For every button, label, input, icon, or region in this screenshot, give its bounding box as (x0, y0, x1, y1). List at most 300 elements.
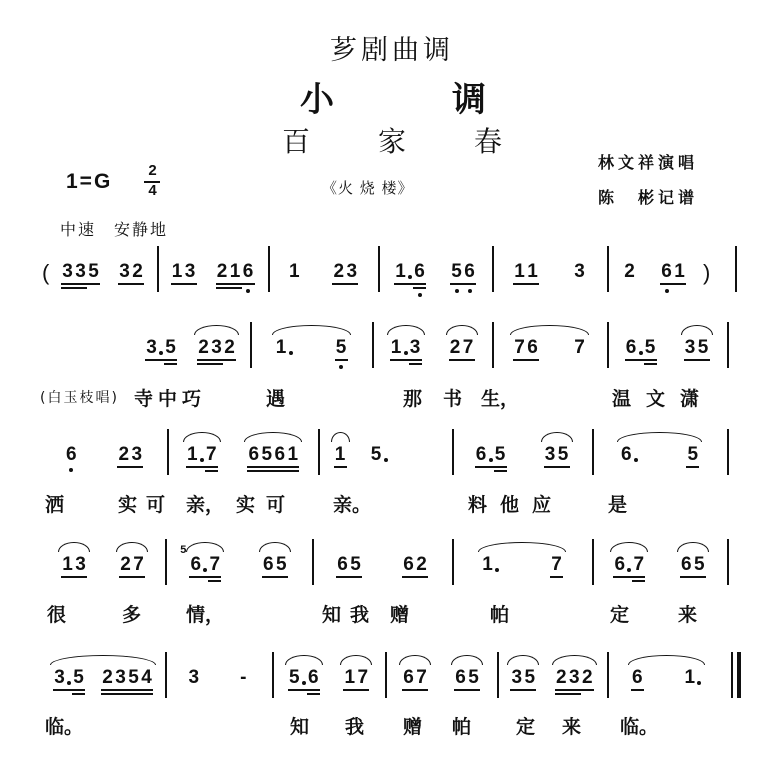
beam-line (260, 470, 273, 472)
note (247, 445, 260, 475)
beam-line (449, 359, 462, 361)
note (467, 668, 480, 698)
augmentation-dot (159, 351, 163, 355)
note (573, 262, 586, 292)
note (273, 445, 286, 475)
note (631, 668, 644, 698)
lyric-syllable: 临。 (620, 716, 659, 738)
note-digit: 6 (274, 444, 286, 465)
augmentation-dot (639, 351, 643, 355)
low-octave-dot (339, 365, 343, 369)
note-digit: 3 (75, 554, 86, 575)
barline (272, 652, 274, 698)
slur-arc (331, 432, 350, 442)
note-digit: 3 (511, 667, 523, 688)
beam-line (186, 466, 205, 468)
note-digit: 2 (118, 444, 130, 465)
sustain-dash (237, 668, 250, 698)
beam-line (127, 689, 140, 691)
barline (727, 322, 729, 368)
note-digit: 3 (574, 261, 585, 282)
note (686, 445, 699, 475)
note (210, 338, 223, 368)
note-digit: 3 (62, 261, 73, 282)
measure (496, 338, 603, 368)
barline (592, 429, 594, 475)
beam-line (513, 359, 526, 361)
note (390, 338, 409, 368)
note-group (613, 555, 645, 585)
note (275, 338, 294, 368)
note-digit: 3 (184, 261, 196, 282)
note-group (680, 555, 706, 585)
measure (596, 445, 723, 475)
note-group (61, 555, 87, 585)
lyric-syllable: 应 (532, 494, 552, 516)
note-digit: 6 (680, 554, 692, 575)
note (205, 445, 218, 475)
beam-line (72, 693, 85, 695)
beam-line (74, 283, 87, 285)
barline (492, 322, 494, 368)
measure (45, 445, 163, 475)
barline (165, 652, 167, 698)
beam-line (523, 689, 536, 691)
note-digit: 5 (165, 337, 176, 358)
beam-line (87, 283, 100, 285)
lyric-syllable: 亲， (186, 494, 225, 516)
beam-line (260, 466, 273, 468)
note-digit: 1 (482, 554, 493, 575)
beam-line (494, 466, 507, 468)
measure (611, 668, 722, 698)
barline (268, 246, 270, 292)
note-digit: 2 (198, 337, 209, 358)
beam-line (510, 689, 523, 691)
note (260, 445, 273, 475)
measure (596, 555, 723, 585)
note-group (145, 338, 177, 368)
note-digit: 6 (337, 554, 348, 575)
augmentation-dot (489, 458, 493, 462)
note-digit: 3 (75, 261, 86, 282)
barline (385, 652, 387, 698)
note-digit: 6 (661, 261, 672, 282)
lyric-syllable: 定 (516, 716, 536, 738)
beam-line (450, 283, 463, 285)
lyric-syllable: 亲。 (333, 494, 372, 516)
beam-line (550, 576, 563, 578)
staff-row (0, 668, 772, 698)
beam-line (625, 359, 644, 361)
barline (157, 246, 159, 292)
key-signature: 1=G (66, 170, 113, 193)
slur-arc (677, 542, 709, 552)
note-group (481, 555, 500, 585)
time-signature-denominator: 4 (148, 182, 157, 199)
beam-line (229, 283, 242, 285)
lyric-syllable: 我 (345, 716, 365, 738)
note-digit: 5 (494, 444, 506, 465)
note-digit: 7 (133, 554, 144, 575)
measure (169, 544, 308, 585)
note-digit: 1 (527, 261, 538, 282)
grace-note: 5 (180, 544, 187, 556)
note-digit: 6 (625, 337, 637, 358)
beam-line (61, 576, 74, 578)
note (117, 445, 130, 475)
note (555, 668, 568, 698)
note (684, 338, 697, 368)
lyric-syllable: 巧 (182, 388, 202, 410)
note (415, 668, 428, 698)
note-digit: 5 (261, 444, 273, 465)
beam-line (242, 283, 255, 285)
note (140, 668, 153, 698)
intro-bracket-close: ) (703, 260, 711, 285)
slur-arc (50, 655, 156, 665)
note-digit: 1 (674, 261, 685, 282)
beam-line (332, 283, 345, 285)
note-group (686, 445, 699, 475)
lyric-syllable: 文 (646, 388, 666, 410)
note (53, 668, 72, 698)
beam-line (632, 576, 645, 578)
note (523, 668, 536, 698)
measure (382, 262, 488, 292)
note-digit: 5 (88, 261, 99, 282)
slur-arc (446, 325, 478, 335)
slur-arc (552, 655, 597, 665)
note (187, 668, 200, 698)
staff-row (0, 338, 772, 368)
note (307, 668, 320, 698)
beam-line (343, 689, 356, 691)
beam-line (197, 359, 210, 361)
lyric-syllable: 实 (118, 494, 138, 516)
beam-line (140, 693, 153, 695)
barline (727, 429, 729, 475)
low-octave-dot (418, 293, 422, 297)
slur-arc (272, 325, 351, 335)
note (229, 262, 242, 292)
note-digit: 3 (568, 667, 580, 688)
note (130, 445, 143, 475)
beam-line (467, 689, 480, 691)
augmentation-dot (200, 458, 204, 462)
lyric-syllable: 是 (608, 494, 628, 516)
beam-line (413, 287, 426, 289)
measure (135, 338, 246, 368)
measure (376, 338, 488, 368)
beam-line (286, 470, 299, 472)
note-group (625, 338, 657, 368)
note-group (370, 445, 389, 475)
note-group (449, 338, 475, 368)
beam-line (275, 576, 288, 578)
beam-line (336, 576, 349, 578)
slur-arc (510, 325, 589, 335)
measure (322, 445, 400, 475)
note-digit: 5 (524, 667, 536, 688)
note (197, 338, 210, 368)
beam-line (402, 576, 415, 578)
note (118, 262, 131, 292)
beam-line (335, 359, 348, 361)
note-group (61, 262, 100, 292)
beam-line (557, 466, 570, 468)
notator-credit: 陈 彬记谱 (598, 188, 699, 207)
beam-line (131, 283, 144, 285)
time-signature-numerator: 2 (148, 162, 157, 179)
note (673, 262, 686, 292)
note-group (334, 445, 347, 475)
note-digit: 2 (581, 667, 593, 688)
measure (169, 668, 268, 698)
note (620, 445, 639, 475)
note-digit: 5 (370, 444, 382, 465)
note-group (237, 668, 250, 698)
note-group (660, 262, 686, 292)
note-group (394, 262, 426, 292)
note (402, 555, 415, 585)
beam-line (208, 576, 221, 578)
note-digit: 7 (209, 554, 221, 575)
note-digit: 5 (557, 444, 569, 465)
note-group (53, 668, 85, 698)
note-digit: - (240, 667, 247, 688)
slur-arc (186, 542, 224, 552)
lyric-syllable: 帕 (490, 604, 510, 626)
augmentation-dot (495, 568, 499, 572)
slur-arc (541, 432, 573, 442)
note-digit: 5 (73, 667, 84, 688)
beam-line (210, 359, 223, 361)
note (101, 668, 114, 698)
lyric-syllable: 很 (47, 604, 67, 626)
beam-line (390, 359, 409, 361)
lyric-syllable: 中 (158, 388, 178, 410)
note (186, 445, 205, 475)
note (697, 338, 710, 368)
note (462, 338, 475, 368)
beam-line (216, 287, 229, 289)
barline (607, 246, 609, 292)
note (72, 668, 85, 698)
lyric-syllable: 情， (186, 604, 225, 626)
staff-row (0, 262, 772, 292)
note-group (216, 262, 255, 292)
note-digit: 7 (462, 337, 474, 358)
note-digit: 6 (414, 261, 425, 282)
note (544, 445, 557, 475)
note (242, 262, 255, 292)
note (216, 262, 229, 292)
slur-arc (340, 655, 372, 665)
beam-line (307, 689, 320, 691)
beam-line (223, 359, 236, 361)
note-digit: 5 (451, 261, 462, 282)
note (208, 555, 221, 585)
note (334, 445, 347, 475)
note-group (684, 338, 710, 368)
lyric-syllable: 那 (403, 388, 423, 410)
note-digit: 3 (131, 444, 143, 465)
beam-line (307, 693, 320, 695)
note (693, 555, 706, 585)
beam-line (127, 693, 140, 695)
note (409, 338, 422, 368)
note-group (390, 338, 422, 368)
note-digit: 3 (54, 667, 65, 688)
note (74, 262, 87, 292)
note (370, 445, 389, 475)
note-group (475, 445, 507, 475)
note-digit: 1 (229, 261, 241, 282)
note (335, 338, 348, 368)
beam-line (229, 287, 242, 289)
note-digit: 5 (693, 554, 705, 575)
note-digit: 1 (334, 444, 346, 465)
beam-line (72, 689, 85, 691)
note (573, 338, 586, 368)
beam-line (684, 359, 697, 361)
note (275, 555, 288, 585)
note (288, 262, 301, 292)
note-group (332, 262, 358, 292)
slur-arc (194, 325, 239, 335)
beam-line (189, 576, 208, 578)
beam-line (288, 689, 307, 691)
beam-line (644, 363, 657, 365)
beam-line (463, 283, 476, 285)
note-digit: 1 (62, 554, 73, 575)
note (450, 262, 463, 292)
note-digit: 7 (574, 337, 585, 358)
beam-line (555, 689, 568, 691)
measure (45, 668, 161, 698)
note (632, 555, 645, 585)
slur-arc (617, 432, 702, 442)
note (513, 262, 526, 292)
beam-line (356, 689, 369, 691)
beam-line (349, 576, 362, 578)
note-digit: 2 (216, 261, 228, 282)
note-group (336, 555, 362, 585)
note (623, 262, 636, 292)
beam-line (101, 689, 114, 691)
lyric-syllable: 料 (468, 494, 488, 516)
note (286, 445, 299, 475)
measure (45, 555, 161, 585)
barline (607, 322, 609, 368)
measure (272, 262, 374, 292)
note (613, 555, 632, 585)
note-digit: 1 (186, 444, 198, 465)
augmentation-dot (408, 275, 412, 279)
note-digit: 6 (455, 667, 466, 688)
lyric-syllable: 我 (350, 604, 370, 626)
note (526, 262, 539, 292)
beam-line (118, 283, 131, 285)
beam-line (402, 689, 415, 691)
note (65, 445, 78, 475)
note-group (186, 445, 218, 475)
low-octave-dot (69, 468, 73, 472)
measure (254, 338, 368, 368)
note (343, 668, 356, 698)
lyric-syllable: 来 (562, 716, 582, 738)
tempo-marking: 中速 安静地 (60, 220, 169, 239)
lyric-syllable: 知 (290, 716, 310, 738)
beam-line (247, 466, 260, 468)
lyric-syllable: 实 (236, 494, 256, 516)
measure (611, 338, 723, 368)
note (61, 262, 74, 292)
note-group (454, 668, 480, 698)
beam-line (568, 693, 581, 695)
beam-line (544, 466, 557, 468)
note-digit: 5 (644, 337, 656, 358)
note-group (119, 555, 145, 585)
lyric-syllable: 潇 (680, 388, 700, 410)
augmentation-dot (384, 458, 388, 462)
note-group (101, 668, 153, 698)
measure (496, 262, 603, 292)
beam-line (247, 470, 260, 472)
note-group (288, 262, 301, 292)
note-digit: 4 (141, 667, 152, 688)
note (644, 338, 657, 368)
beam-line (216, 283, 229, 285)
note-group (402, 668, 428, 698)
note-group (513, 338, 539, 368)
slur-arc (244, 432, 302, 442)
note (402, 668, 415, 698)
barline (312, 539, 314, 585)
note-group (65, 445, 78, 475)
note (336, 555, 349, 585)
slur-arc (681, 325, 713, 335)
beam-line (61, 283, 74, 285)
beam-line (114, 689, 127, 691)
barline (318, 429, 320, 475)
note-digit: 2 (132, 261, 143, 282)
beam-line (164, 359, 177, 361)
note-digit: 2 (624, 261, 635, 282)
note (127, 668, 140, 698)
lyric-syllable: 知 (322, 604, 342, 626)
barline (497, 652, 499, 698)
augmentation-dot (404, 351, 408, 355)
intro-bracket-open: ( (42, 260, 50, 285)
note (131, 262, 144, 292)
slur-arc (399, 655, 431, 665)
beam-line (660, 283, 673, 285)
beam-line (454, 689, 467, 691)
note-digit: 2 (102, 667, 113, 688)
beam-line (114, 693, 127, 695)
note-digit: 5 (468, 667, 479, 688)
measure (316, 555, 448, 585)
measure (52, 262, 153, 292)
barline (727, 539, 729, 585)
note-digit: 5 (288, 667, 300, 688)
note-group (335, 338, 348, 368)
low-octave-dot (455, 289, 459, 293)
slur-arc (610, 542, 648, 552)
lyric-syllable: 多 (122, 604, 142, 626)
